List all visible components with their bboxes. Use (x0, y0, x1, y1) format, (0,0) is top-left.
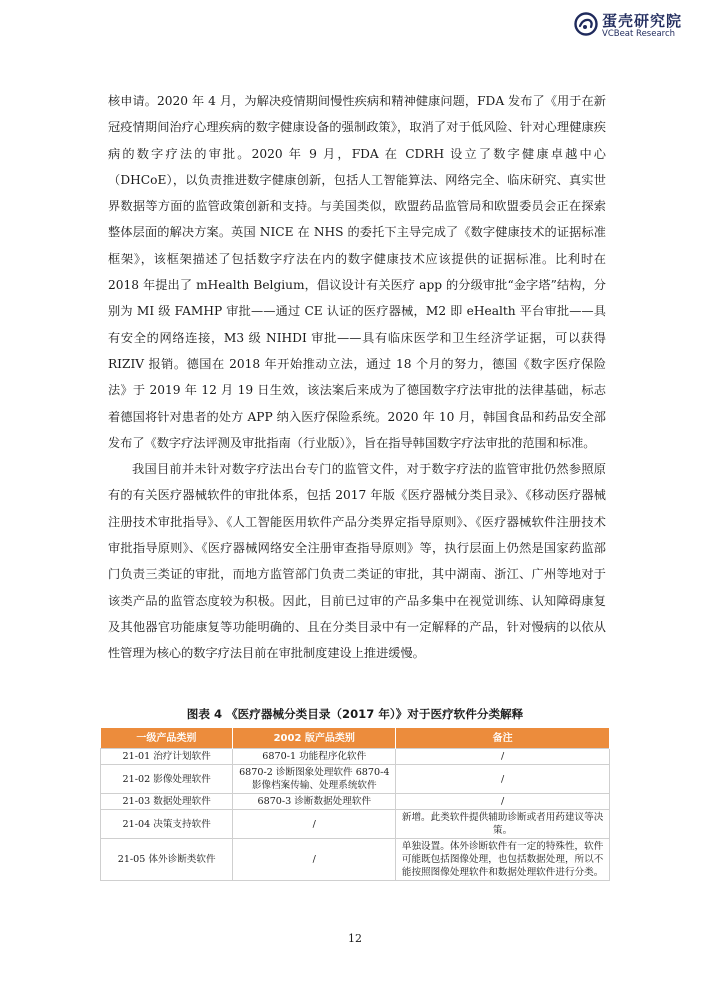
table-cell: / (233, 839, 396, 881)
paragraph: 核申请。2020 年 4 月，为解决疫情期间慢性疾病和精神健康问题，FDA 发布了《用于在新冠疫情期间治疗心理疾病的数字健康设备的强制政策》，取消了对于低风险、针对心理健康疾病的数字疗法的审批。2020 年 9 月，FDA 在 CDRH 设立了数字健康卓越中心（DHCoE），以负责推进数字健康创新，包括人工智能算法、网络完全、临床研究、真实世界数据等方面的监管政策创新和支持。与美国类似，欧盟药品监管局和欧盟委员会正在探索整体层面的解决方案。英国 NICE 在 NHS 的委托下主导完成了《数字健康技术的证据标准框架》，该框架描述了包括数字疗法在内的数字健康技术应该提供的证据标准。比利时在 2018 年提出了 mHealth Belgium，倡议设计有关医疗 app 的分级审批“金字塔”结构，分别为 MI 级 FAMHP 审批——通过 CE 认证的医疗器械，M2 即 eHealth 平台审批——具有安全的网络连接，M3 级 NIHDI 审批——具有临床医学和卫生经济学证据，可以获得 RIZIV 报销。德国在 2018 年开始推动立法，通过 18 个月的努力，德国《数字医疗保险法》于 2019 年 12 月 19 日生效，该法案后来成为了德国数字疗法审批的法律基础，标志着德国将针对患者的处方 APP 纳入医疗保险系统。2020 年 10 月，韩国食品和药品安全部发布了《数字疗法评测及审批指南（行业版）》，旨在指导韩国数字疗法审批的范围和标准。 (108, 94, 606, 450)
table-cell: / (396, 765, 610, 794)
table-cell: 21-02 影像处理软件 (101, 765, 233, 794)
body-text (108, 88, 606, 667)
table-cell: 6870-3 诊断数据处理软件 (233, 794, 396, 810)
table-row (101, 794, 610, 810)
page-number: 12 (348, 932, 362, 945)
table-header-row (101, 728, 610, 749)
column-header: 一级产品类别 (101, 728, 233, 749)
table-row (101, 765, 610, 794)
figure-title: 图表 4 《医疗器械分类目录（2017 年）》对于医疗软件分类解释 (186, 707, 524, 721)
table-cell: 21-03 数据处理软件 (101, 794, 233, 810)
table-cell: 21-01 治疗计划软件 (101, 749, 233, 765)
table-row (101, 749, 610, 765)
classification-table (100, 728, 610, 881)
brand-logo (574, 8, 704, 42)
logo-name: 蛋壳研究院 (602, 12, 683, 30)
table-cell: / (396, 794, 610, 810)
column-header: 2002 版产品类别 (233, 728, 396, 749)
table-cell: / (233, 810, 396, 839)
column-header: 备注 (396, 728, 610, 749)
paragraph: 我国目前并未针对数字疗法出台专门的监管文件，对于数字疗法的监管审批仍然参照原有的有关医疗器械软件的审批体系，包括 2017 年版《医疗器械分类目录》、《移动医疗器械注册技术审批指导》、《人工智能医用软件产品分类界定指导原则》、《医疗器械软件注册技术审批指导原则》、《医疗器械网络安全注册审查指导原则》等，执行层面上仍然是国家药监部门负责三类证的审批，而地方监管部门负责二类证的审批，其中湖南、浙江、广州等地对于该类产品的监管态度较为积极。因此，目前已过审的产品多集中在视觉训练、认知障碍康复及其他器官功能康复等功能明确的、且在分类目录中有一定解释的产品，针对慢病的以依从性管理为核心的数字疗法目前在审批制度建设上推进缓慢。 (108, 462, 606, 661)
table-cell: 6870-1 功能程序化软件 (233, 749, 396, 765)
table-cell: 21-05 体外诊断类软件 (101, 839, 233, 881)
table-cell: / (396, 749, 610, 765)
table-row (101, 810, 610, 839)
eggshell-swirl-icon (574, 12, 598, 36)
table-cell: 6870-2 诊断图象处理软件 6870-4 影像档案传输、处理系统软件 (233, 765, 396, 794)
table-row (101, 839, 610, 881)
table-cell: 新增。此类软件提供辅助诊断或者用药建议等决策。 (396, 810, 610, 839)
table-cell: 单独设置。体外诊断软件有一定的特殊性，软件可能既包括图像处理，也包括数据处理，所以不能按照图像处理软件和数据处理软件进行分类。 (396, 839, 610, 881)
table-cell: 21-04 决策支持软件 (101, 810, 233, 839)
logo-subtitle: VCBeat Research (602, 29, 676, 39)
